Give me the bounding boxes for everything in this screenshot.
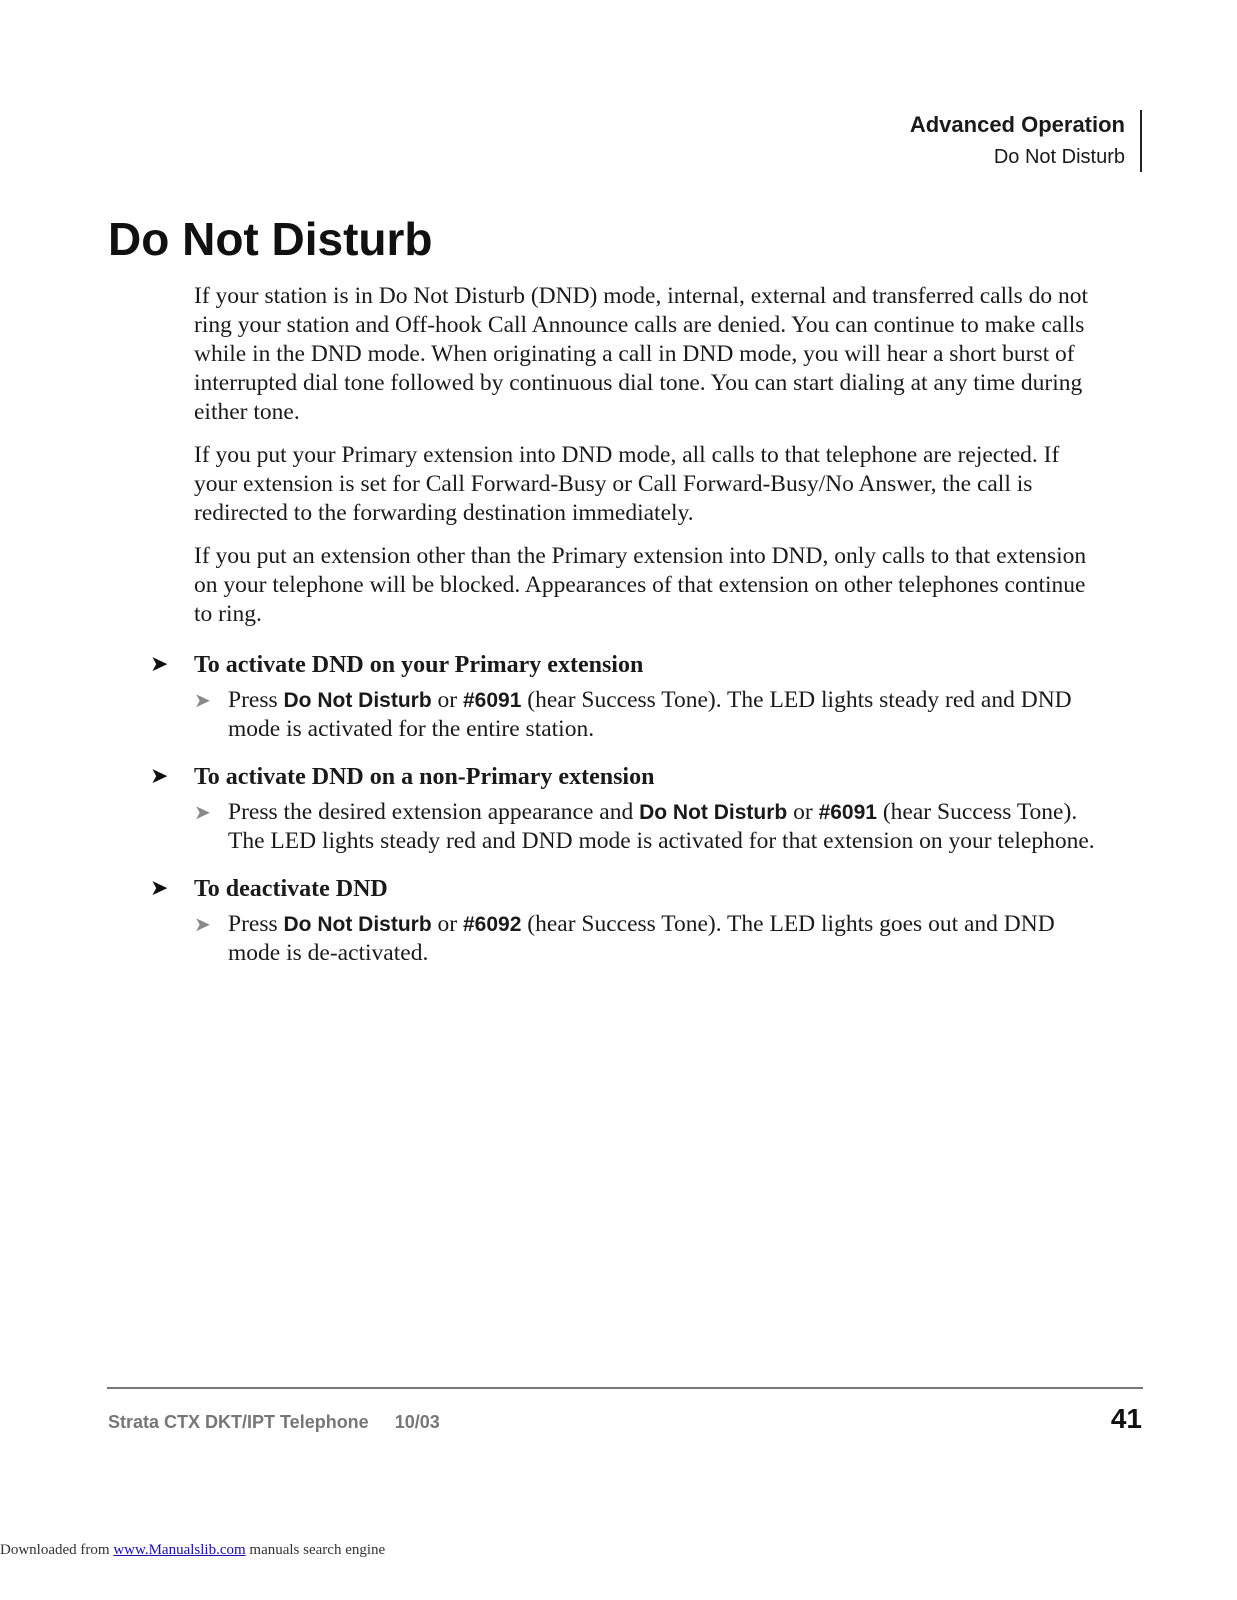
step-text-post: (hear Success Tone). The LED lights steady red and DND mode is activated for that extension on your telephone. [228, 799, 1095, 854]
key-label: Do Not Disturb [283, 689, 432, 712]
step-text-mid: or [431, 687, 463, 713]
step-text-mid: or [431, 911, 463, 937]
key-label: Do Not Disturb [639, 801, 788, 824]
procedure-heading [150, 648, 1110, 682]
key-label: Do Not Disturb [283, 913, 432, 936]
step-text-post: (hear Success Tone). The LED lights steady red and DND mode is activated for the entire station. [228, 687, 1072, 742]
page-title: Do Not Disturb [108, 213, 433, 265]
header-section: Advanced Operation [909, 112, 1125, 137]
procedure-heading-text: To activate DND on your Primary extension [194, 652, 644, 678]
footer-product: Strata CTX DKT/IPT Telephone [108, 1412, 369, 1432]
step-arrow-icon: ➤ [194, 800, 211, 824]
step-text-mid: or [787, 799, 819, 825]
step-text-pre: Press the desired extension appearance and [228, 799, 640, 825]
procedure-step [194, 910, 1110, 968]
key-code: #6092 [462, 913, 522, 936]
step-arrow-icon: ➤ [194, 912, 211, 936]
key-code: #6091 [818, 801, 877, 824]
procedure-heading-text: To activate DND on a non-Primary extension [194, 764, 655, 790]
procedure-activate-non-primary [150, 760, 1110, 856]
footer-date: 10/03 [394, 1412, 440, 1432]
paragraph-3: If you put an extension other than the Primary extension into DND, only calls to that extension on your telephone will be blocked. Appearances of that extension on other telephones continue to ring. [194, 543, 1087, 627]
step-arrow-icon: ➤ [194, 688, 211, 712]
step-text-pre: Press [228, 911, 284, 937]
page-number: 41 [1110, 1403, 1142, 1434]
arrow-icon: ➤ [150, 876, 169, 901]
procedure-activate-primary [150, 648, 1110, 744]
step-text [228, 686, 1110, 744]
running-header [910, 109, 1125, 173]
arrow-icon: ➤ [150, 764, 169, 789]
procedure-heading-text: To deactivate DND [194, 876, 388, 902]
intro-text [194, 282, 1099, 643]
step-text-post: (hear Success Tone). The LED lights goes out and DND mode is de-activated. [228, 911, 1055, 966]
key-code: #6091 [462, 689, 522, 712]
paragraph-2: If you put your Primary extension into DND mode, all calls to that telephone are rejected. If your extension is set for Call Forward-Busy or Call Forward-Busy/No Answer, the call is redirected to the forwarding destination immediately. [194, 442, 1060, 526]
paragraph-1: If your station is in Do Not Disturb (DND) mode, internal, external and transferred calls do not ring your station and Off-hook Call Announce calls are denied. You can continue to make calls while in the DND mode. When originating a call in DND mode, you will hear a short burst of interrupted dial tone followed by continuous dial tone. You can start dialing at any time during either tone. [194, 283, 1089, 425]
procedure-heading [150, 872, 1110, 906]
procedure-step [194, 686, 1110, 744]
procedure-heading [150, 760, 1110, 794]
footer-product-info [108, 1412, 440, 1433]
download-suffix: manuals search engine [245, 1542, 386, 1558]
header-topic: Do Not Disturb [993, 146, 1125, 168]
download-note [0, 1542, 385, 1559]
arrow-icon: ➤ [150, 652, 169, 677]
footer-rule [107, 1387, 1143, 1389]
header-rule [1140, 110, 1142, 172]
step-text-pre: Press [228, 687, 284, 713]
manualslib-link[interactable]: www.Manualslib.com [113, 1542, 246, 1558]
step-text [228, 798, 1110, 856]
procedure-deactivate [150, 872, 1110, 968]
download-prefix: Downloaded from [0, 1542, 114, 1558]
procedure-list [150, 648, 1110, 984]
step-text [228, 910, 1110, 968]
procedure-step [194, 798, 1110, 856]
